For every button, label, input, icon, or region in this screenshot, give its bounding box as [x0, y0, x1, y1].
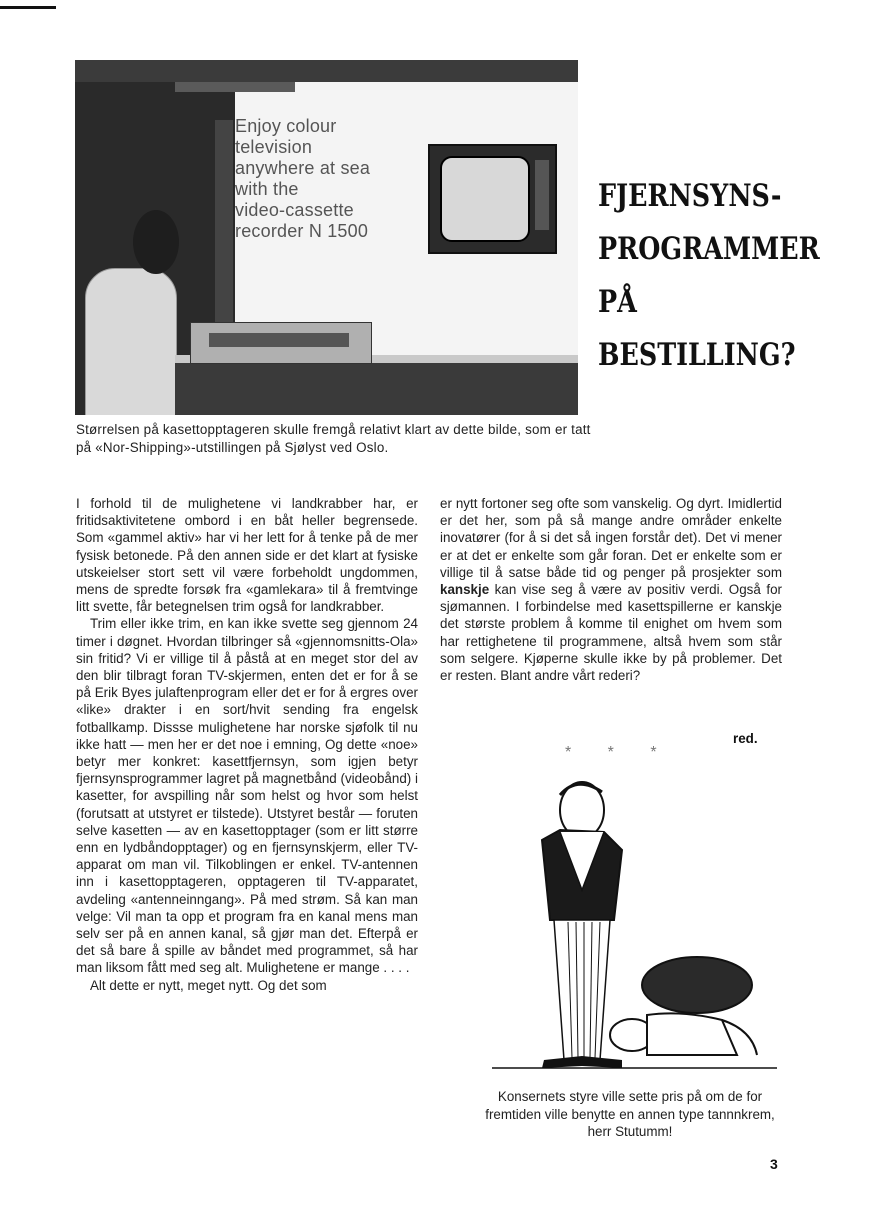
person-head: [133, 210, 179, 274]
article-column-left: [76, 495, 418, 994]
tv-knobs: [535, 160, 549, 230]
corner-rule: [0, 6, 56, 9]
television-set: [428, 144, 557, 254]
person-figure: [85, 268, 177, 415]
desk: [175, 360, 578, 415]
photo-caption: Størrelsen på kasettopptageren skulle fremgå relativt klart av dette bilde, som er tatt på «Nor-Shipping»-utstillingen på Sjølyst ved Oslo.: [76, 422, 591, 455]
paragraph: er nytt fortoner seg ofte som vanskelig. Og dyrt. Imidlertid er det her, som på så mange andre områder enkelte inovatører (for å si det så ingen forstår det). Det vi mener er at det er enkelte som går foran. Det er enkelte som er villige til å satse både tid og penger på prosjekter som kanskje kan vise seg å være av positiv verdi. Også for sjømannen. I forbindelse med kasettspillerne er kanskje det største problem å komme til enighet om hvem som har rettighetene til programmene, altså hvem som står som selgere. Kjøperne skulle ikke by på problemer. Det er resten. Blant andre vårt rederi?: [440, 496, 782, 684]
paragraph: Trim eller ikke trim, en kan ikke svette seg gjennom 24 timer i døgnet. Hvordan tilbringer så «gjennomsnitts-Ola» sin fritid? Vi er villige til å påstå at en meget stor del av den blir tilbragt foran TV-skjermen, enten det er for å se på Erik Byes julaftenprogram eller det er for å ergres over «like» drakter i en sort/hvit sending fra engelsk fotballkamp. Dissse mulighetene har norske sjøfolk til nu ikke hatt — men her er det noe i emning, Og dette «noe» betyr mer konkret: kasettfjernsyn, som igjen betyr fjernsynsprogrammer lagret på magnetbånd (videobånd) i kasetter, for avspilling når som helst og hvor som helst (forutsatt at utstyret er tilstede). Utstyret består — foruten selve kasetten — av en kasettopptager (som er litt større enn en lydbåndopptager) og en fjernsynskjerm, eller TV-apparat om man vil. Tilkoblingen er enkel. TV-antennen inn i kasettopptageren, opptageren til TV-apparatet, avdeling «antenneinngang». På med strøm. Så kan man velge: Vil man ta opp et program fra en kanal mens man selv ser på en annen kanal, så gjør man det. Efterpå er det så bare å spille av båndet med programmet, så har man liksom fått med seg alt. Mulighetene er mange . . . .: [76, 616, 418, 976]
paragraph: I forhold til de mulighetene vi landkrabber har, er fritidsaktivitetene ombord i en båt heller begrensede. Som «gammel aktiv» har vi her lett for å tenke på de mer fysisk betonede. På den annen side er det klart at fysiske utskeielser stort sett vil være forbeholdt ungdommen, mens de spredte forsøk fra «gamlekara» til å fremtvinge litt svette, får betegnelsen trim også for landkrabber.: [76, 496, 418, 615]
exhibition-photo: [75, 60, 578, 415]
signature: red.: [733, 731, 758, 746]
page-number: 3: [770, 1156, 778, 1172]
paragraph: Alt dette er nytt, meget nytt. Og det som: [90, 977, 327, 993]
cartoon-caption: Konsernets styre ville sette pris på om de for fremtiden ville benytte en annen type tannnkrem, herr Stutumm!: [485, 1089, 775, 1140]
tv-screen: [440, 156, 530, 242]
emphasis: kanskje: [440, 582, 490, 598]
cassette-recorder: [190, 322, 372, 364]
article-column-right: [440, 495, 782, 684]
ad-text: Enjoy colour television anywhere at sea with the video-cassette recorder N 1500: [235, 116, 371, 241]
star-divider: * * *: [565, 744, 673, 761]
headline: FJERNSYNS- PROGRAMMER PÅ BESTILLING?: [598, 178, 820, 373]
cartoon-illustration: [482, 770, 782, 1075]
